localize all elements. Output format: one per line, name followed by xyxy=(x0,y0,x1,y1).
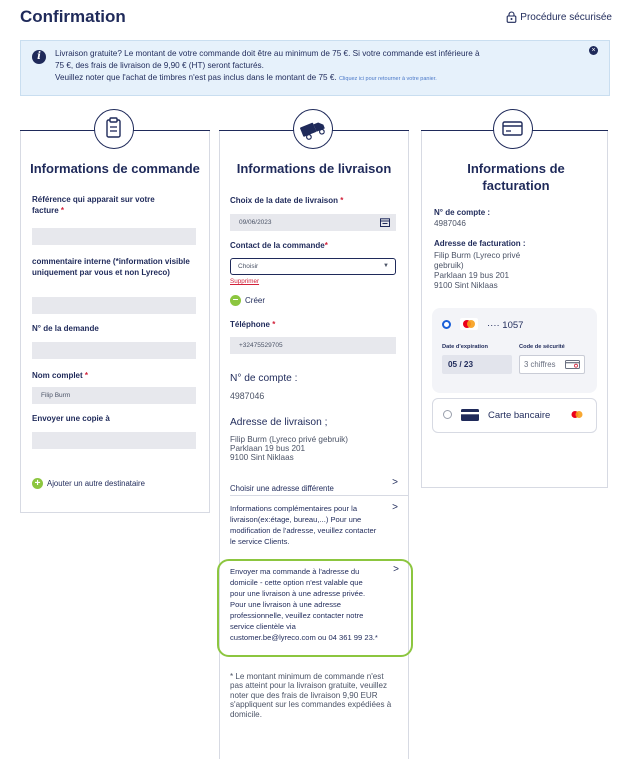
chevron-right-icon: > xyxy=(392,502,398,513)
delivery-title: Informations de livraison xyxy=(236,161,392,176)
delivery-truck-icon xyxy=(293,109,333,149)
add-recipient-button[interactable] xyxy=(32,478,145,489)
add-recipient-label: Ajouter un autre destinataire xyxy=(47,479,145,488)
full-name-label-text: Nom complet xyxy=(32,371,83,380)
create-contact-button[interactable] xyxy=(230,295,265,306)
delivery-date-label-text: Choix de la date de livraison xyxy=(230,196,339,205)
full-name-label: Nom complet * xyxy=(32,371,89,380)
billing-address-line-3: Parklaan 19 bus 201 xyxy=(434,271,510,280)
billing-address-line-2: gebruik) xyxy=(434,261,464,270)
billing-address-line-4: 9100 Sint Niklaas xyxy=(434,281,498,290)
bank-card-label: Carte bancaire xyxy=(488,410,551,421)
security-code-placeholder: 3 chiffres xyxy=(524,360,556,369)
reference-label-text: Référence qui apparait sur votre facture xyxy=(32,195,155,215)
phone-label-text: Téléphone xyxy=(230,320,271,329)
billing-title: Informations de facturation xyxy=(467,161,565,193)
billing-account-label: N° de compte : xyxy=(434,208,491,217)
copy-to-input[interactable] xyxy=(32,432,196,449)
credit-card-icon xyxy=(493,109,533,149)
order-contact-select[interactable] xyxy=(230,258,396,275)
card-number: ···· 1057 xyxy=(487,320,524,331)
delivery-date-input[interactable] xyxy=(230,214,396,231)
delivery-date-value: 09/06/2023 xyxy=(239,219,272,226)
plus-circle-icon: + xyxy=(32,478,43,489)
banner-line-3-text: Veuillez noter que l'achat de timbres n'est pas inclus dans le montant de 75 €. xyxy=(55,73,337,82)
chevron-down-icon: ▼ xyxy=(383,263,389,269)
delivery-address-line-1: Filip Burm (Lyreco privé gebruik) xyxy=(230,435,348,444)
bank-card-option[interactable] xyxy=(432,398,597,433)
create-contact-label: Créer xyxy=(245,296,266,305)
home-delivery-option[interactable] xyxy=(217,559,413,657)
security-code-label: Code de sécurité xyxy=(519,344,565,350)
request-number-label: N° de la demande xyxy=(32,324,99,333)
expiry-label: Date d'expiration xyxy=(442,344,488,350)
delivery-account-label: N° de compte : xyxy=(230,373,298,384)
secure-procedure xyxy=(506,11,612,23)
banner-line-2: 75 €, des frais de livraison de 9,90 € (HT) seront facturés. xyxy=(55,61,264,70)
minus-circle-icon: – xyxy=(230,295,241,306)
return-to-cart-link[interactable]: Cliquez ici pour retourner à votre panier. xyxy=(338,76,437,82)
delivery-address xyxy=(230,435,405,462)
mastercard-icon xyxy=(460,318,478,330)
comment-input[interactable] xyxy=(32,297,196,314)
calendar-icon[interactable] xyxy=(380,218,390,227)
chevron-right-icon: > xyxy=(393,564,399,575)
bank-card-icon xyxy=(461,409,479,421)
order-contact-value: Choisir xyxy=(238,263,259,270)
order-contact-label-text: Contact de la commande xyxy=(230,241,325,250)
radio-selected[interactable] xyxy=(442,320,451,329)
security-code-input[interactable] xyxy=(519,355,585,374)
free-delivery-banner xyxy=(20,40,610,96)
chevron-right-icon: > xyxy=(392,477,398,488)
request-number-input[interactable] xyxy=(32,342,196,359)
billing-address-label: Adresse de facturation : xyxy=(434,239,526,248)
expiry-field[interactable]: 05 / 23 xyxy=(442,355,512,374)
comment-label: commentaire interne (*information visible uniquement par vous et non Lyreco) xyxy=(32,257,190,277)
additional-info-row[interactable] xyxy=(230,503,398,547)
billing-address-line-1: Filip Burm (Lyreco privé xyxy=(434,251,521,260)
clipboard-icon xyxy=(94,109,134,149)
order-title: Informations de commande xyxy=(30,161,200,176)
banner-line-1: Livraison gratuite? Le montant de votre commande doit être au minimum de 75 €. Si votre commande est inférieure à xyxy=(55,49,480,58)
lock-icon xyxy=(506,11,517,23)
full-name-input[interactable]: Filip Burm xyxy=(32,387,196,404)
copy-to-label: Envoyer une copie à xyxy=(32,414,110,423)
billing-address xyxy=(434,251,584,291)
billing-account-value: 4987046 xyxy=(434,219,466,228)
choose-other-address-row[interactable] xyxy=(230,478,398,492)
phone-input[interactable]: +32475529705 xyxy=(230,337,396,354)
divider xyxy=(230,495,408,496)
info-icon: i xyxy=(32,50,46,64)
reference-input[interactable] xyxy=(32,228,196,245)
banner-text xyxy=(55,48,595,85)
additional-info-text: Informations complémentaires pour la livraison(ex:étage, bureau,...) Pour une modification de l'adresse, veuillez contacter le service Clients. xyxy=(230,504,377,546)
reference-label: Référence qui apparait sur votre facture * xyxy=(32,195,155,215)
cvc-card-icon xyxy=(565,360,580,369)
order-contact-label: Contact de la commande* xyxy=(230,241,328,250)
close-banner-icon[interactable]: × xyxy=(589,46,598,55)
secure-label: Procédure sécurisée xyxy=(520,11,612,23)
delivery-address-label: Adresse de livraison ; xyxy=(230,417,328,428)
radio-unselected[interactable] xyxy=(443,410,452,419)
delete-contact-link[interactable]: Supprimer xyxy=(230,278,260,285)
delivery-address-line-2: Parklaan 19 bus 201 xyxy=(230,444,306,453)
banner-line-3 xyxy=(55,72,595,85)
phone-label: Téléphone * xyxy=(230,320,276,329)
delivery-account-value: 4987046 xyxy=(230,391,265,401)
page-title: Confirmation xyxy=(20,7,126,26)
delivery-address-line-3: 9100 Sint Niklaas xyxy=(230,453,294,462)
home-delivery-text: Envoyer ma commande à l'adresse du domicile - cette option n'est valable que pour une livraison à une adresse privée. Pour une livraison à une adresse professionnelle, veuillez contacter notre service clientèle via customer.be@lyreco.com ou 04 361 99 23.* xyxy=(230,567,378,642)
mastercard-icon xyxy=(570,410,584,419)
delivery-date-label: Choix de la date de livraison * xyxy=(230,196,344,205)
saved-card-option[interactable] xyxy=(432,308,597,393)
order-info-panel xyxy=(20,130,210,513)
choose-other-address-label: Choisir une adresse différente xyxy=(230,484,334,493)
minimum-amount-footnote: * Le montant minimum de commande n'est pas atteint pour la livraison gratuite, veuillez noter que des frais de livraison 9,90 EUR s'appliquent sur les commandes expédiées à domicile. xyxy=(230,672,392,719)
